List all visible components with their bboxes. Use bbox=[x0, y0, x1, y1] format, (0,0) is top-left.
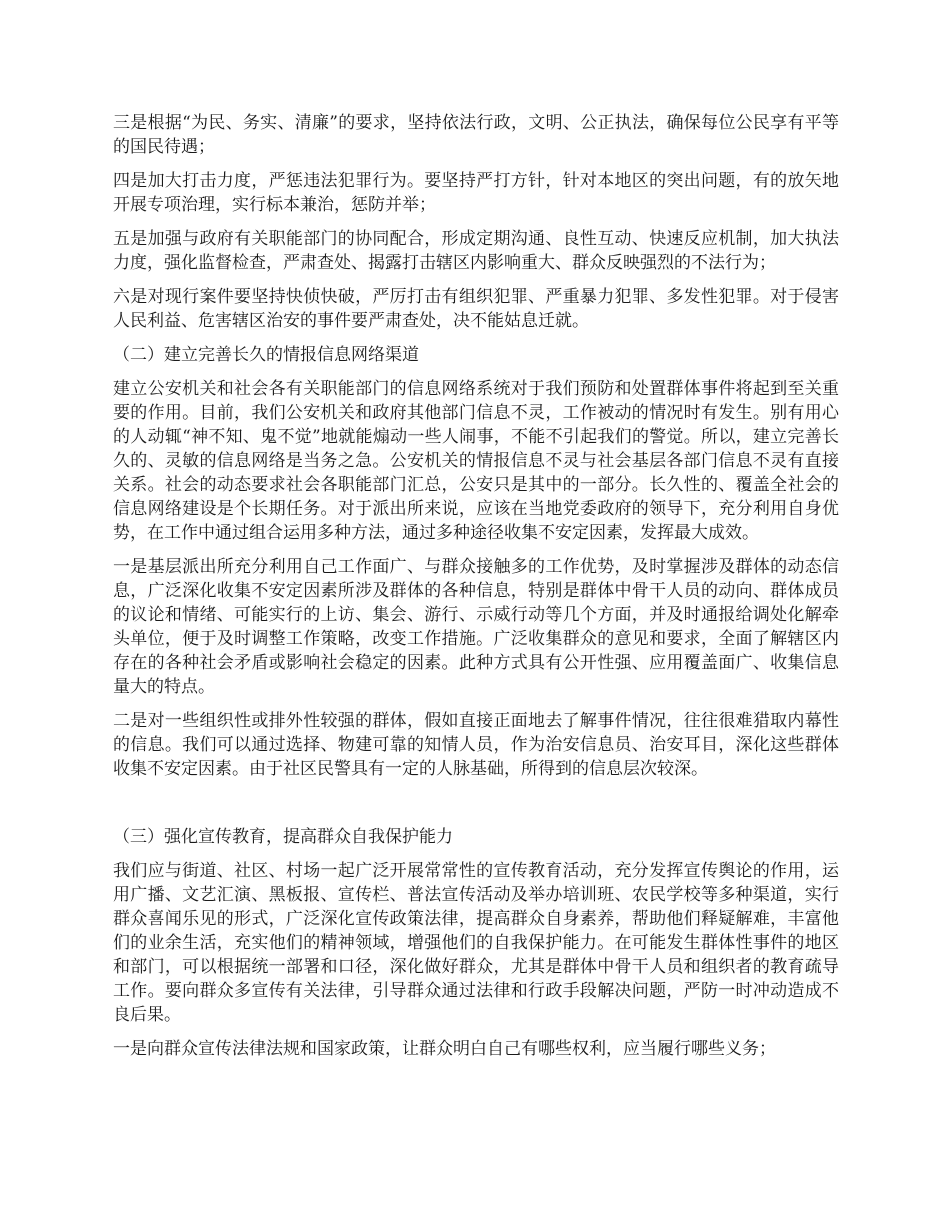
paragraph-point-three: 三是根据“为民、务实、清廉”的要求，坚持依法行政，文明、公正执法，确保每位公民享有平等的国民待遇； bbox=[113, 113, 839, 157]
section-spacer bbox=[113, 791, 839, 825]
section-heading-two: （二）建立完善长久的情报信息网络渠道 bbox=[113, 345, 419, 365]
paragraph-info-network-point-two: 二是对一些组织性或排外性较强的群体，假如直接正面地去了解事件情况，往往很难猎取内幕性的信息。我们可以通过选择、物建可靠的知情人员，作为治安信息员、治安耳目，深化这些群体收集不安定因素。由于社区民警具有一定的人脉基础，所得到的信息层次较深。 bbox=[113, 711, 839, 779]
section-heading-three: （三）强化宣传教育，提高群众自我保护能力 bbox=[113, 827, 453, 847]
paragraph-point-five: 五是加强与政府有关职能部门的协同配合，形成定期沟通、良性互动、快速反应机制，加大执法力度，强化监督检查，严肃查处、揭露打击辖区内影响重大、群众反映强烈的不法行为； bbox=[113, 229, 839, 273]
paragraph-point-six: 六是对现行案件要坚持快侦快破，严厉打击有组织犯罪、严重暴力犯罪、多发性犯罪。对于侵害人民利益、危害辖区治安的事件要严肃查处，决不能姑息迁就。 bbox=[113, 287, 839, 331]
paragraph-info-network-intro: 建立公安机关和社会各有关职能部门的信息网络系统对于我们预防和处置群体事件将起到至关重要的作用。目前，我们公安机关和政府其他部门信息不灵，工作被动的情况时有发生。别有用心的人动辄“神不知、鬼不觉”地就能煽动一些人闹事，不能不引起我们的警觉。所以，建立完善长久的、灵敏的信息网络是当务之急。公安机关的情报信息不灵与社会基层各部门信息不灵有直接关系。社会的动态要求社会各职能部门汇总，公安只是其中的一部分。长久性的、覆盖全社会的信息网络建设是个长期任务。对于派出所来说，应该在当地党委政府的领导下，充分利用自身优势，在工作中通过组合运用多种方法，通过多种途径收集不安定因素，发挥最大成效。 bbox=[113, 379, 839, 543]
paragraph-education-point-one: 一是向群众宣传法律法规和国家政策，让群众明白自己有哪些权利，应当履行哪些义务； bbox=[113, 1039, 776, 1059]
paragraph-point-four: 四是加大打击力度，严惩违法犯罪行为。要坚持严打方针，针对本地区的突出问题，有的放矢地开展专项治理，实行标本兼治，惩防并举； bbox=[113, 171, 839, 215]
paragraph-info-network-point-one: 一是基层派出所充分利用自己工作面广、与群众接触多的工作优势，及时掌握涉及群体的动态信息，广泛深化收集不安定因素所涉及群体的各种信息，特别是群体中骨干人员的动向、群体成员的议论和情绪、可能实行的上访、集会、游行、示威行动等几个方面，并及时通报给调处化解牵头单位，便于及时调整工作策略，改变工作措施。广泛收集群众的意见和要求，全面了解辖区内存在的各种社会矛盾或影响社会稳定的因素。此种方式具有公开性强、应用覆盖面广、收集信息量大的特点。 bbox=[113, 557, 839, 697]
document-body bbox=[113, 111, 839, 1071]
paragraph-education-intro: 我们应与街道、社区、村场一起广泛开展常常性的宣传教育活动，充分发挥宣传舆论的作用，运用广播、文艺汇演、黑板报、宣传栏、普法宣传活动及举办培训班、农民学校等多种渠道，实行群众喜闻乐见的形式，广泛深化宣传政策法律，提高群众自身素养，帮助他们释疑解难，丰富他们的业余生活，充实他们的精神领域，增强他们的自我保护能力。在可能发生群体性事件的地区和部门，可以根据统一部署和口径，深化做好群众，尤其是群体中骨干人员和组织者的教育疏导工作。要向群众多宣传有关法律，引导群众通过法律和行政手段解决问题，严防一时冲动造成不良后果。 bbox=[113, 861, 839, 1025]
